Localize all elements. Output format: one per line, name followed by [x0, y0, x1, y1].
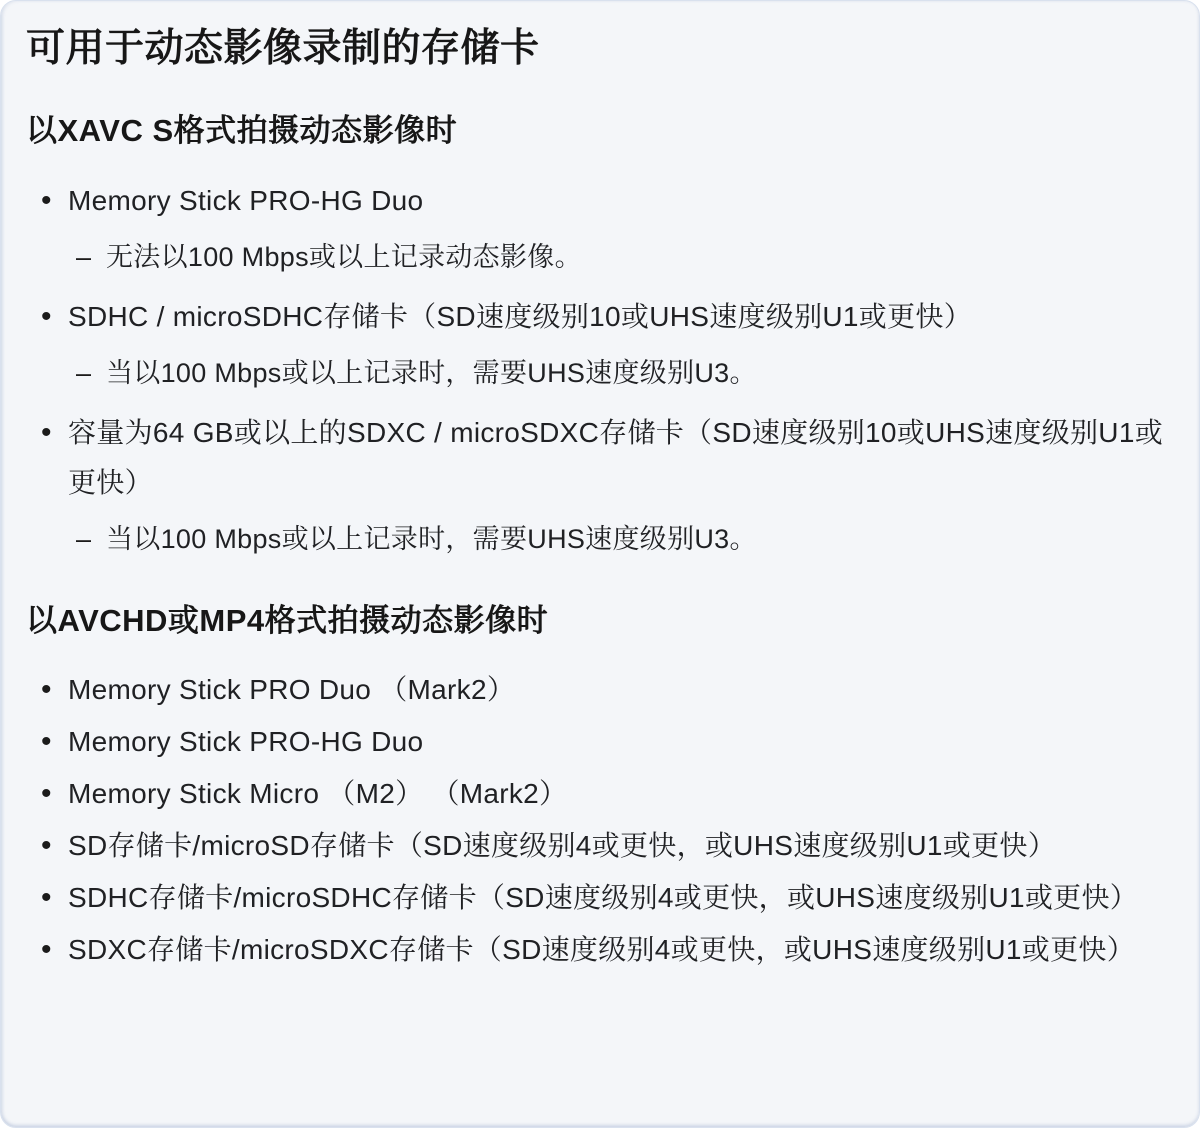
card-item-text: SD存储卡/microSD存储卡（SD速度级别4或更快，或UHS速度级别U1或更快）	[68, 830, 1056, 862]
bullet-icon: •	[41, 933, 52, 967]
list-item	[26, 769, 1169, 819]
page-title: 可用于动态影像录制的存储卡	[26, 27, 540, 70]
card-item-text: SDHC存储卡/microSDHC存储卡（SD速度级别4或更快，或UHS速度级别U1或更快）	[68, 882, 1139, 914]
note-row	[68, 232, 1169, 282]
list-item	[26, 717, 1169, 767]
note-text: 当以100 Mbps或以上记录时，需要UHS速度级别U3。	[106, 357, 757, 388]
card-list-avchd-mp4	[26, 665, 1169, 975]
note-row	[68, 348, 1169, 398]
bullet-icon: •	[41, 299, 52, 333]
card-item-text: Memory Stick PRO Duo （Mark2）	[68, 674, 516, 706]
list-item	[26, 821, 1169, 871]
bullet-icon: •	[41, 673, 52, 707]
bullet-icon: •	[41, 777, 52, 811]
card-item-text: SDXC存储卡/microSDXC存储卡（SD速度级别4或更快，或UHS速度级别U1或更快）	[68, 934, 1135, 966]
dash-icon: –	[76, 241, 92, 272]
list-item	[26, 292, 1169, 398]
card-item-text: Memory Stick PRO-HG Duo	[68, 726, 424, 758]
dash-icon: –	[76, 357, 92, 388]
note-text: 当以100 Mbps或以上记录时，需要UHS速度级别U3。	[106, 523, 757, 554]
note-text: 无法以100 Mbps或以上记录动态影像。	[106, 241, 582, 272]
note-row	[68, 514, 1169, 564]
section-heading-avchd-mp4: 以AVCHD或MP4格式拍摄动态影像时	[26, 602, 549, 638]
bullet-icon: •	[41, 415, 52, 449]
list-item	[26, 925, 1169, 975]
bullet-icon: •	[41, 829, 52, 863]
section-heading-xavc-s: 以XAVC S格式拍摄动态影像时	[26, 112, 458, 148]
card-item-text: Memory Stick PRO-HG Duo	[68, 184, 424, 216]
dash-icon: –	[76, 523, 92, 554]
card-item-text: SDHC / microSDHC存储卡（SD速度级别10或UHS速度级别U1或更快）	[68, 300, 973, 332]
card-item-text: Memory Stick Micro （M2） （Mark2）	[68, 778, 568, 810]
list-item	[26, 176, 1169, 282]
list-item	[26, 408, 1169, 564]
card-list-xavc-s	[26, 176, 1169, 564]
bullet-icon: •	[41, 183, 52, 217]
bullet-icon: •	[41, 881, 52, 915]
list-item	[26, 665, 1169, 715]
card-item-text: 容量为64 GB或以上的SDXC / microSDXC存储卡（SD速度级别10或UHS速度级别U1或更快）	[68, 416, 1163, 498]
list-item	[26, 873, 1169, 923]
bullet-icon: •	[41, 725, 52, 759]
